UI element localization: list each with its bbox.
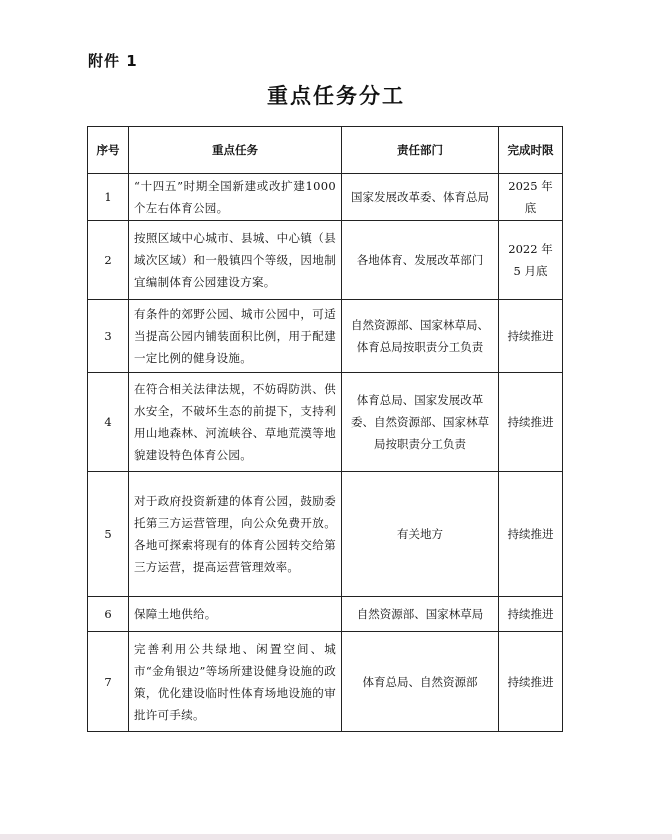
row-number: 4 [88,373,129,472]
row-number: 7 [88,632,129,732]
row-department: 有关地方 [342,472,499,597]
table-row [88,632,563,732]
row-number: 1 [88,174,129,221]
row-deadline: 持续推进 [499,472,563,597]
row-department: 体育总局、国家发展改革委、自然资源部、国家林草局按职责分工负责 [342,373,499,472]
header-deadline: 完成时限 [499,127,563,174]
row-task: 完善利用公共绿地、闲置空间、城市“金角银边”等场所建设健身设施的政策，优化建设临时性体育场地设施的审批许可手续。 [129,632,342,732]
row-deadline: 2022 年 5 月底 [499,221,563,300]
row-deadline: 持续推进 [499,300,563,373]
row-task: “十四五”时期全国新建或改扩建1000个左右体育公园。 [129,174,342,221]
bottom-edge-band [0,834,672,840]
row-number: 5 [88,472,129,597]
table-row [88,597,563,632]
table-row [88,174,563,221]
row-deadline: 持续推进 [499,597,563,632]
row-number: 3 [88,300,129,373]
row-number: 2 [88,221,129,300]
document-title: 重点任务分工 [267,84,405,108]
table-row [88,472,563,597]
header-task: 重点任务 [129,127,342,174]
row-deadline: 持续推进 [499,373,563,472]
row-department: 各地体育、发展改革部门 [342,221,499,300]
row-department: 自然资源部、国家林草局、体育总局按职责分工负责 [342,300,499,373]
table-row [88,300,563,373]
row-task: 对于政府投资新建的体育公园，鼓励委托第三方运营管理，向公众免费开放。各地可探索将现有的体育公园转交给第三方运营，提高运营管理效率。 [129,472,342,597]
row-deadline: 2025 年底 [499,174,563,221]
attachment-label: 附件 1 [88,52,138,70]
row-number: 6 [88,597,129,632]
table-row [88,373,563,472]
row-task: 按照区域中心城市、县城、中心镇（县域次区域）和一般镇四个等级，因地制宜编制体育公园建设方案。 [129,221,342,300]
row-department: 国家发展改革委、体育总局 [342,174,499,221]
row-department: 自然资源部、国家林草局 [342,597,499,632]
header-department: 责任部门 [342,127,499,174]
row-task: 有条件的郊野公园、城市公园中，可适当提高公园内铺装面积比例，用于配建一定比例的健身设施。 [129,300,342,373]
table-row [88,221,563,300]
header-number: 序号 [88,127,129,174]
row-task: 在符合相关法律法规，不妨碍防洪、供水安全，不破坏生态的前提下，支持利用山地森林、河流峡谷、草地荒漠等地貌建设特色体育公园。 [129,373,342,472]
row-task: 保障土地供给。 [129,597,342,632]
task-division-table [87,126,563,732]
table-header-row [88,127,563,174]
row-deadline: 持续推进 [499,632,563,732]
row-department: 体育总局、自然资源部 [342,632,499,732]
